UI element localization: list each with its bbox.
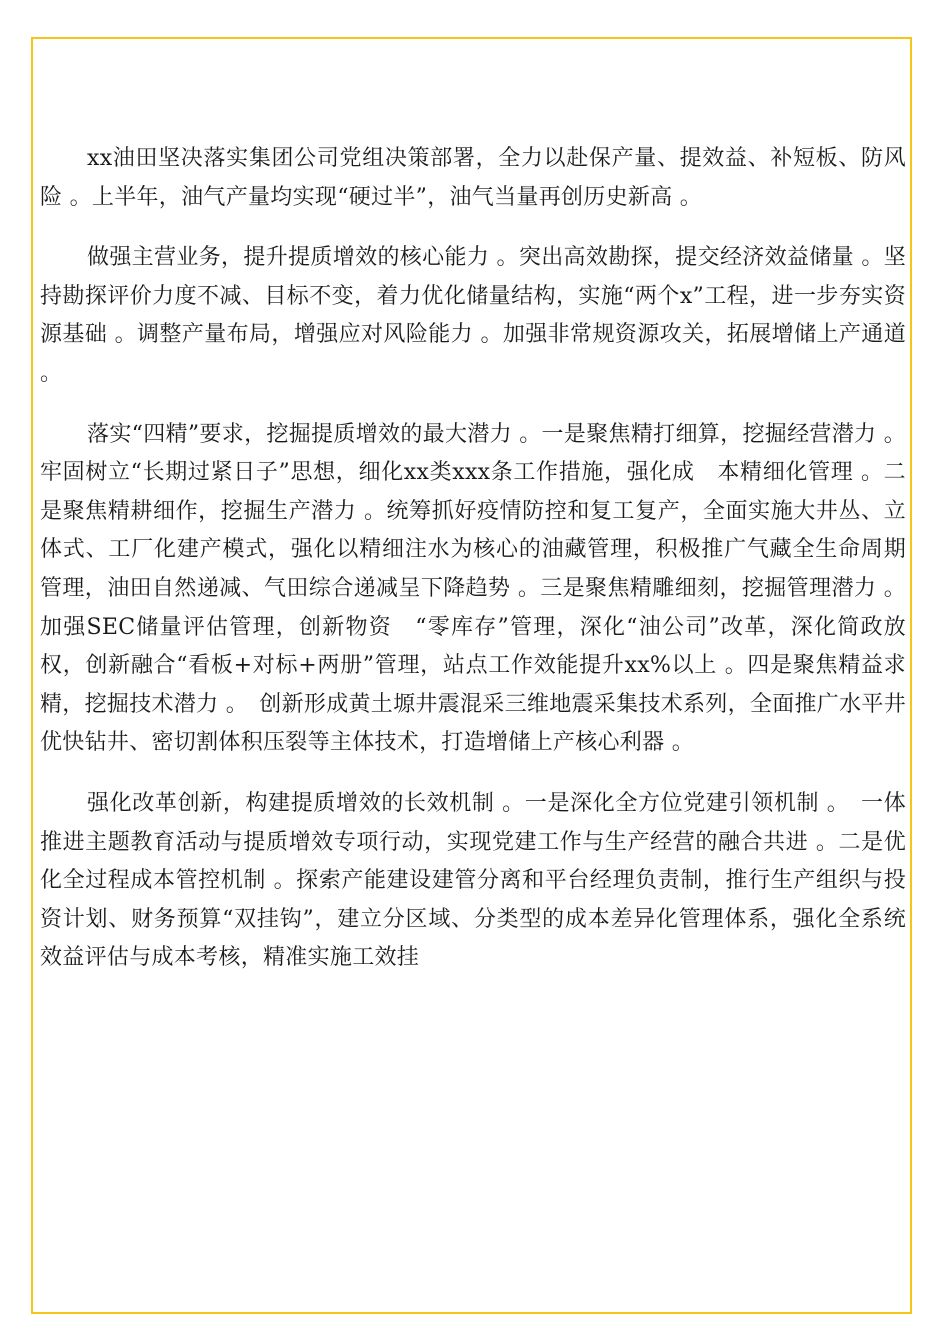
paragraph-four-precision: 落实“四精”要求，挖掘提质增效的最大潜力 。一是聚焦精打细算，挖掘经营潜力 。牢固树立“长期过紧日子”思想，细化xx类xxx条工作措施，强化成 本精细化管理 。二是聚焦精耕细作，挖掘生产潜力 。统筹抓好疫情防控和复工复产，全面实施大井丛、立体式、工厂化建产模式，强化以精细注水为核心的油藏管理，积极推广气藏全生命周期管理，油田自然递减、气田综合递减呈下降趋势 。三是聚焦精雕细刻，挖掘管理潜力 。加强SEC储量评估管理，创新物资 “零库存”管理，深化“油公司”改革，深化简政放权，创新融合“看板+对标+两册”管理，站点工作效能提升xx%以上 。四是聚焦精益求精，挖掘技术潜力 。 创新形成黄土塬井震混采三维地震采集技术系列，全面推广水平井优快钻井、密切割体积压裂等主体技术，打造增储上产核心利器 。 <box>40 421 906 756</box>
paragraph-reform-innovation: 强化改革创新，构建提质增效的长效机制 。一是深化全方位党建引领机制 。 一体推进主题教育活动与提质增效专项行动，实现党建工作与生产经营的融合共进 。二是优化全过程成本管控机制 。探索产能建设建管分离和平台经理负责制，推行生产组织与投资计划、财务预算“双挂钩”，建立分区域、分类型的成本差异化管理体系，强化全系统效益评估与成本考核，精准实施工效挂 <box>40 790 906 971</box>
paragraph-intro: xx油田坚决落实集团公司党组决策部署，全力以赴保产量、提效益、补短板、防风险 。上半年，油气产量均实现“硬过半”，油气当量再创历史新高 。 <box>40 146 906 210</box>
document-body <box>40 140 906 1000</box>
paragraph-core-business: 做强主营业务，提升提质增效的核心能力 。突出高效勘探，提交经济效益储量 。坚持勘探评价力度不减、目标不变，着力优化储量结构，实施“两个x”工程，进一步夯实资源基础 。调整产量布局，增强应对风险能力 。加强非常规资源攻关，拓展增储上产通道 。 <box>40 245 906 386</box>
